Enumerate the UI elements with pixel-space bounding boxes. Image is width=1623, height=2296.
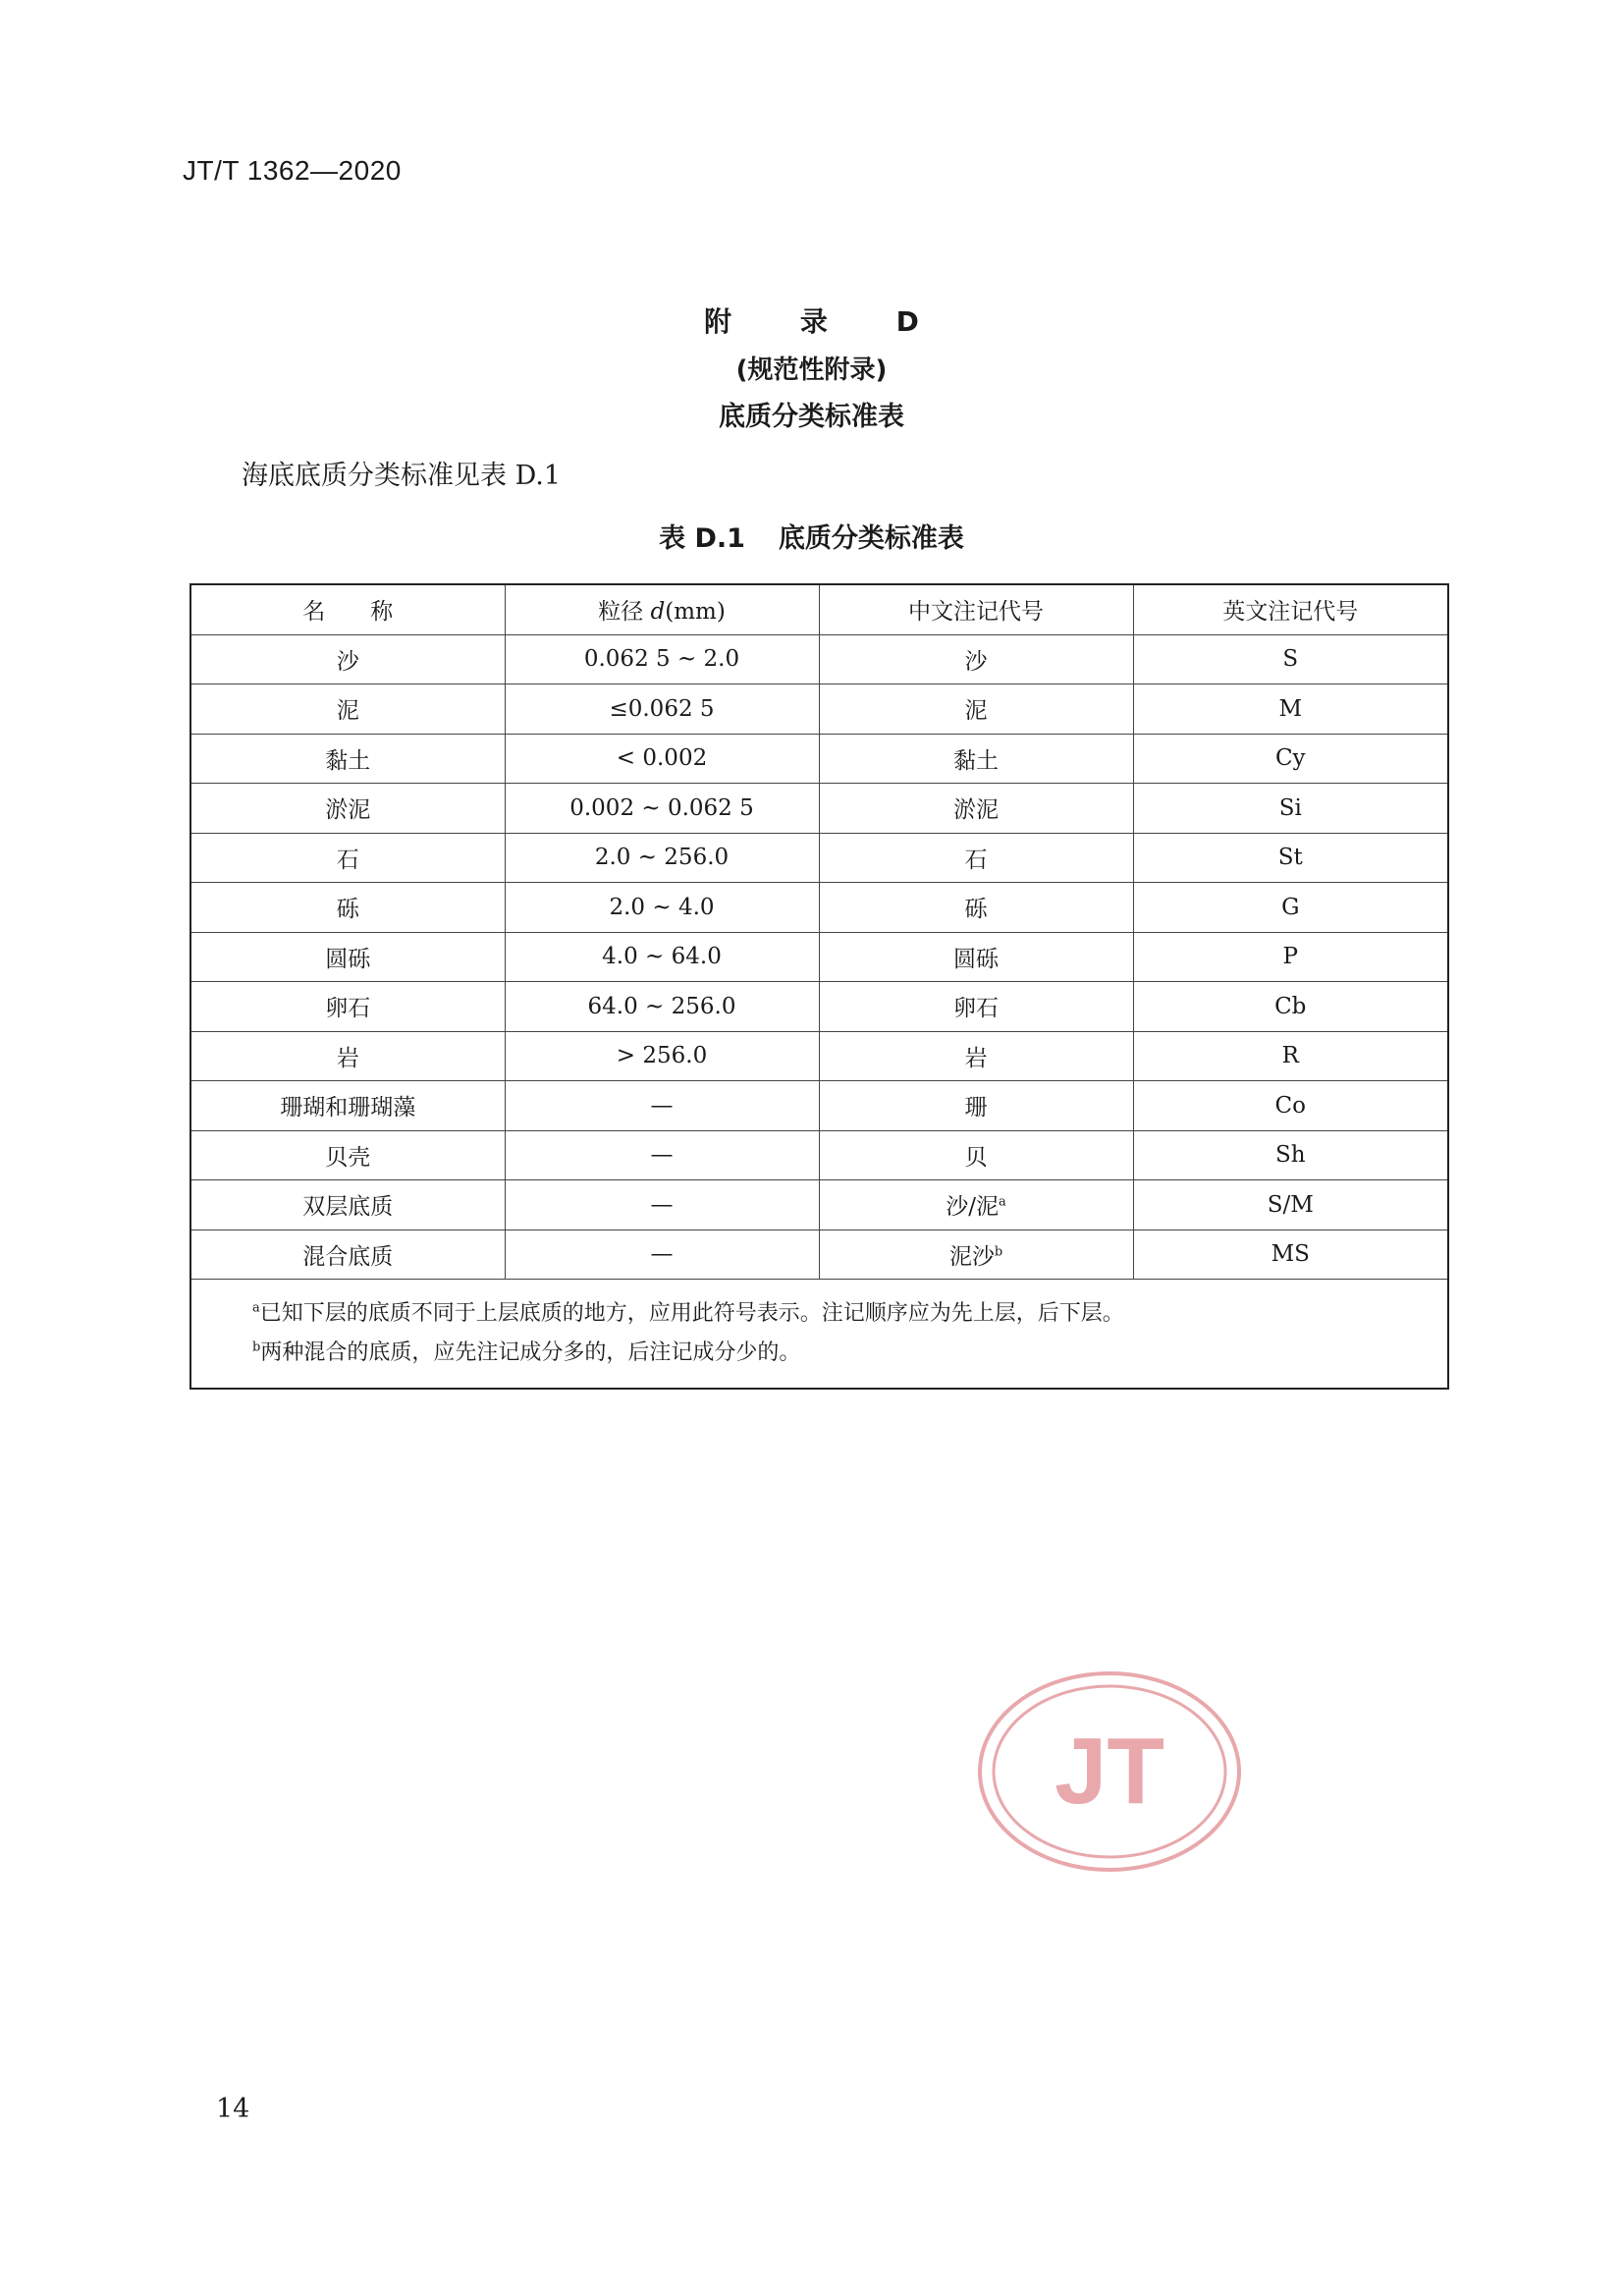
cell-cn-code: [819, 1230, 1133, 1280]
cell-name: 双层底质: [190, 1180, 505, 1230]
table-row: [190, 1031, 1448, 1081]
col-header-cn-code: 中文注记代号: [819, 584, 1133, 634]
appendix-name: 底质分类标准表: [719, 402, 904, 432]
col-header-size-unit: (mm): [665, 599, 726, 626]
table-row: [190, 634, 1448, 684]
cell-cn-code-text: 泥: [964, 698, 988, 725]
table-row: [190, 1081, 1448, 1131]
cell-name: 石: [190, 833, 505, 883]
note-text-b: 两种混合的底质，应先注记成分多的，后注记成分少的。: [260, 1340, 801, 1365]
page-number: 14: [216, 2094, 250, 2124]
col-header-size-var: d: [650, 599, 666, 626]
note-mark-b: b: [252, 1339, 261, 1355]
cell-size: ≤0.062 5: [505, 684, 819, 735]
classification-table: [189, 583, 1449, 1390]
table-row: [190, 1230, 1448, 1280]
cell-en-code: Cb: [1133, 982, 1448, 1032]
cell-cn-code: [819, 1130, 1133, 1180]
cell-cn-code-text: 沙: [964, 648, 988, 675]
cell-cn-code-text: 岩: [964, 1045, 988, 1071]
standard-code-header: JT/T 1362—2020: [183, 155, 402, 186]
table-header-row: [190, 584, 1448, 634]
cell-name: 淤泥: [190, 784, 505, 834]
cell-name: 圆砾: [190, 932, 505, 982]
cell-name: 混合底质: [190, 1230, 505, 1280]
cell-cn-code: [819, 932, 1133, 982]
cell-size: 4.0 ~ 64.0: [505, 932, 819, 982]
table-row: [190, 734, 1448, 784]
cell-size: —: [505, 1180, 819, 1230]
cell-cn-code: [819, 883, 1133, 933]
intro-paragraph: 海底底质分类标准见表 D.1: [242, 461, 562, 491]
cell-size: < 0.002: [505, 734, 819, 784]
col-header-size: [505, 584, 819, 634]
cell-size: 64.0 ~ 256.0: [505, 982, 819, 1032]
cell-cn-code: [819, 982, 1133, 1032]
cell-en-code: P: [1133, 932, 1448, 982]
cell-cn-code-text: 淤泥: [953, 797, 999, 824]
table-caption-title: 底质分类标准表: [778, 523, 964, 554]
cell-size: —: [505, 1130, 819, 1180]
cell-size: > 256.0: [505, 1031, 819, 1081]
cell-en-code: S/M: [1133, 1180, 1448, 1230]
cell-cn-code-text: 珊: [964, 1095, 988, 1121]
cell-cn-code-text: 砾: [964, 897, 988, 923]
table-row: [190, 1130, 1448, 1180]
cell-size: 0.062 5 ~ 2.0: [505, 634, 819, 684]
col-header-size-prefix: 粒径: [598, 599, 651, 626]
cell-cn-code: [819, 684, 1133, 735]
cell-en-code: Co: [1133, 1081, 1448, 1131]
cell-en-code: Si: [1133, 784, 1448, 834]
cell-cn-code-text: 石: [964, 847, 988, 873]
cell-cn-code-footnote-mark: a: [998, 1194, 1006, 1210]
cell-cn-code: [819, 833, 1133, 883]
cell-size: —: [505, 1081, 819, 1131]
table-row: [190, 684, 1448, 735]
cell-name: 卵石: [190, 982, 505, 1032]
cell-cn-code: [819, 1031, 1133, 1081]
table-note-a: [252, 1294, 1447, 1334]
table-row: [190, 833, 1448, 883]
appendix-title: 附 录 D: [704, 305, 948, 338]
cell-cn-code: [819, 1081, 1133, 1131]
cell-en-code: Cy: [1133, 734, 1448, 784]
table-notes: [190, 1280, 1448, 1390]
cell-cn-code: [819, 1180, 1133, 1230]
cell-name: 岩: [190, 1031, 505, 1081]
table-notes-row: [190, 1280, 1448, 1390]
table-caption: [0, 517, 1623, 555]
cell-en-code: G: [1133, 883, 1448, 933]
col-header-en-code: 英文注记代号: [1133, 584, 1448, 634]
table-row: [190, 932, 1448, 982]
appendix-type: (规范性附录): [735, 355, 888, 385]
cell-name: 泥: [190, 684, 505, 735]
cell-cn-code-text: 黏土: [953, 747, 999, 774]
cell-name: 砾: [190, 883, 505, 933]
cell-cn-code: [819, 634, 1133, 684]
cell-name: 黏土: [190, 734, 505, 784]
table-row: [190, 982, 1448, 1032]
note-text-a: 已知下层的底质不同于上层底质的地方，应用此符号表示。注记顺序应为先上层，后下层。: [259, 1301, 1124, 1326]
jt-watermark-stamp: [976, 1669, 1243, 1874]
cell-en-code: S: [1133, 634, 1448, 684]
cell-cn-code-text: 沙/泥: [946, 1194, 999, 1221]
cell-cn-code-text: 圆砾: [953, 946, 999, 972]
col-header-name: 名 称: [190, 584, 505, 634]
table-row: [190, 883, 1448, 933]
cell-cn-code-text: 卵石: [953, 996, 999, 1022]
table-row: [190, 784, 1448, 834]
table-caption-number: 表 D.1: [659, 523, 745, 554]
cell-name: 贝壳: [190, 1130, 505, 1180]
cell-size: —: [505, 1230, 819, 1280]
cell-name: 沙: [190, 634, 505, 684]
stamp-text: JT: [1054, 1719, 1165, 1824]
table-row: [190, 1180, 1448, 1230]
cell-size: 2.0 ~ 256.0: [505, 833, 819, 883]
cell-size: 2.0 ~ 4.0: [505, 883, 819, 933]
cell-en-code: Sh: [1133, 1130, 1448, 1180]
table-note-b: [252, 1334, 1447, 1373]
cell-en-code: R: [1133, 1031, 1448, 1081]
cell-name: 珊瑚和珊瑚藻: [190, 1081, 505, 1131]
cell-cn-code-text: 贝: [964, 1144, 988, 1171]
cell-en-code: M: [1133, 684, 1448, 735]
cell-en-code: St: [1133, 833, 1448, 883]
cell-cn-code-text: 泥沙: [948, 1243, 995, 1270]
cell-cn-code: [819, 734, 1133, 784]
note-mark-a: a: [252, 1300, 260, 1316]
cell-en-code: MS: [1133, 1230, 1448, 1280]
cell-cn-code-footnote-mark: b: [994, 1244, 1003, 1260]
cell-size: 0.002 ~ 0.062 5: [505, 784, 819, 834]
cell-cn-code: [819, 784, 1133, 834]
